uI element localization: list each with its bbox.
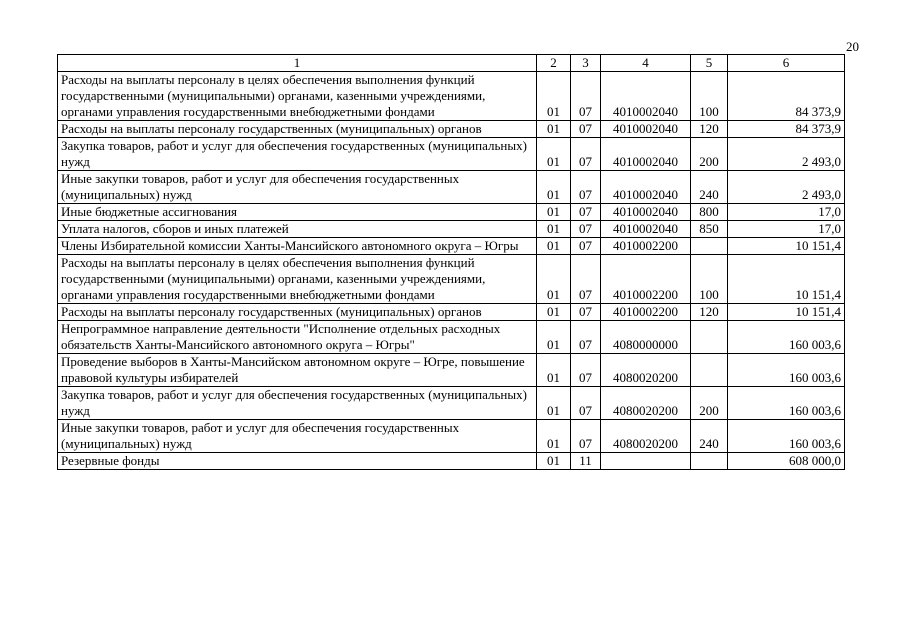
section-code: 01 [537,321,571,354]
section-code: 01 [537,387,571,420]
expense-name: Иные бюджетные ассигнования [58,204,537,221]
expense-name: Закупка товаров, работ и услуг для обеспечения государственных (муниципальных) нужд [58,387,537,420]
expense-name: Расходы на выплаты персоналу государственных (муниципальных) органов [58,121,537,138]
table-body [58,72,845,470]
table-row [58,321,845,354]
target-article-code: 4010002040 [601,171,691,204]
expense-name: Расходы на выплаты персоналу в целях обеспечения выполнения функций государственными (муниципальными) органами, казенными учреждениями, органами управления государственными внебюджетными фондами [58,72,537,121]
subsection-code: 07 [571,321,601,354]
table-row [58,453,845,470]
column-header-4: 4 [601,55,691,72]
subsection-code: 07 [571,121,601,138]
column-header-5: 5 [691,55,728,72]
expense-name: Члены Избирательной комиссии Ханты-Мансийского автономного округа – Югры [58,238,537,255]
column-header-6: 6 [728,55,845,72]
expense-type-code [691,321,728,354]
table-row [58,204,845,221]
section-code: 01 [537,420,571,453]
target-article-code: 4010002040 [601,121,691,138]
expense-type-code: 850 [691,221,728,238]
expense-type-code [691,453,728,470]
page-number: 20 [846,39,859,54]
section-code: 01 [537,238,571,255]
subsection-code: 07 [571,238,601,255]
subsection-code: 07 [571,255,601,304]
table-row [58,72,845,121]
expense-type-code: 120 [691,304,728,321]
expense-type-code: 100 [691,72,728,121]
section-code: 01 [537,354,571,387]
section-code: 01 [537,138,571,171]
expense-name: Резервные фонды [58,453,537,470]
expense-name: Уплата налогов, сборов и иных платежей [58,221,537,238]
subsection-code: 11 [571,453,601,470]
amount: 84 373,9 [728,121,845,138]
amount: 2 493,0 [728,138,845,171]
table-row [58,354,845,387]
expense-type-code: 800 [691,204,728,221]
budget-table [57,54,845,470]
table-header-row [58,55,845,72]
expense-name: Расходы на выплаты персоналу государственных (муниципальных) органов [58,304,537,321]
amount: 160 003,6 [728,354,845,387]
section-code: 01 [537,204,571,221]
column-header-1: 1 [58,55,537,72]
subsection-code: 07 [571,387,601,420]
table-row [58,138,845,171]
expense-type-code: 240 [691,420,728,453]
target-article-code: 4080020200 [601,387,691,420]
subsection-code: 07 [571,354,601,387]
amount: 608 000,0 [728,453,845,470]
expense-name: Иные закупки товаров, работ и услуг для обеспечения государственных (муниципальных) нужд [58,171,537,204]
section-code: 01 [537,304,571,321]
target-article-code: 4080020200 [601,354,691,387]
amount: 160 003,6 [728,321,845,354]
amount: 84 373,9 [728,72,845,121]
expense-type-code: 200 [691,387,728,420]
subsection-code: 07 [571,304,601,321]
amount: 10 151,4 [728,238,845,255]
target-article-code: 4010002040 [601,138,691,171]
expense-type-code [691,238,728,255]
amount: 10 151,4 [728,304,845,321]
expense-name: Непрограммное направление деятельности "Исполнение отдельных расходных обязательств Ханты-Мансийского автономного округа – Югры" [58,321,537,354]
target-article-code [601,453,691,470]
expense-type-code: 200 [691,138,728,171]
expense-name: Закупка товаров, работ и услуг для обеспечения государственных (муниципальных) нужд [58,138,537,171]
subsection-code: 07 [571,138,601,171]
subsection-code: 07 [571,221,601,238]
subsection-code: 07 [571,171,601,204]
target-article-code: 4010002200 [601,238,691,255]
table-row [58,171,845,204]
expense-type-code: 100 [691,255,728,304]
table-row [58,420,845,453]
section-code: 01 [537,453,571,470]
section-code: 01 [537,72,571,121]
column-header-3: 3 [571,55,601,72]
section-code: 01 [537,255,571,304]
target-article-code: 4010002200 [601,304,691,321]
expense-type-code: 240 [691,171,728,204]
section-code: 01 [537,121,571,138]
target-article-code: 4080020200 [601,420,691,453]
subsection-code: 07 [571,72,601,121]
target-article-code: 4010002040 [601,204,691,221]
table-row [58,304,845,321]
section-code: 01 [537,221,571,238]
subsection-code: 07 [571,204,601,221]
subsection-code: 07 [571,420,601,453]
expense-type-code: 120 [691,121,728,138]
target-article-code: 4010002200 [601,255,691,304]
amount: 160 003,6 [728,387,845,420]
expense-name: Иные закупки товаров, работ и услуг для обеспечения государственных (муниципальных) нужд [58,420,537,453]
amount: 17,0 [728,221,845,238]
amount: 2 493,0 [728,171,845,204]
column-header-2: 2 [537,55,571,72]
table-row [58,221,845,238]
amount: 10 151,4 [728,255,845,304]
expense-name: Расходы на выплаты персоналу в целях обеспечения выполнения функций государственными (муниципальными) органами, казенными учреждениями, органами управления государственными внебюджетными фондами [58,255,537,304]
amount: 17,0 [728,204,845,221]
expense-type-code [691,354,728,387]
table-row [58,255,845,304]
expense-name: Проведение выборов в Ханты-Мансийском автономном округе – Югре, повышение правовой культуры избирателей [58,354,537,387]
target-article-code: 4080000000 [601,321,691,354]
section-code: 01 [537,171,571,204]
amount: 160 003,6 [728,420,845,453]
target-article-code: 4010002040 [601,72,691,121]
table-row [58,121,845,138]
table-row [58,238,845,255]
target-article-code: 4010002040 [601,221,691,238]
table-row [58,387,845,420]
